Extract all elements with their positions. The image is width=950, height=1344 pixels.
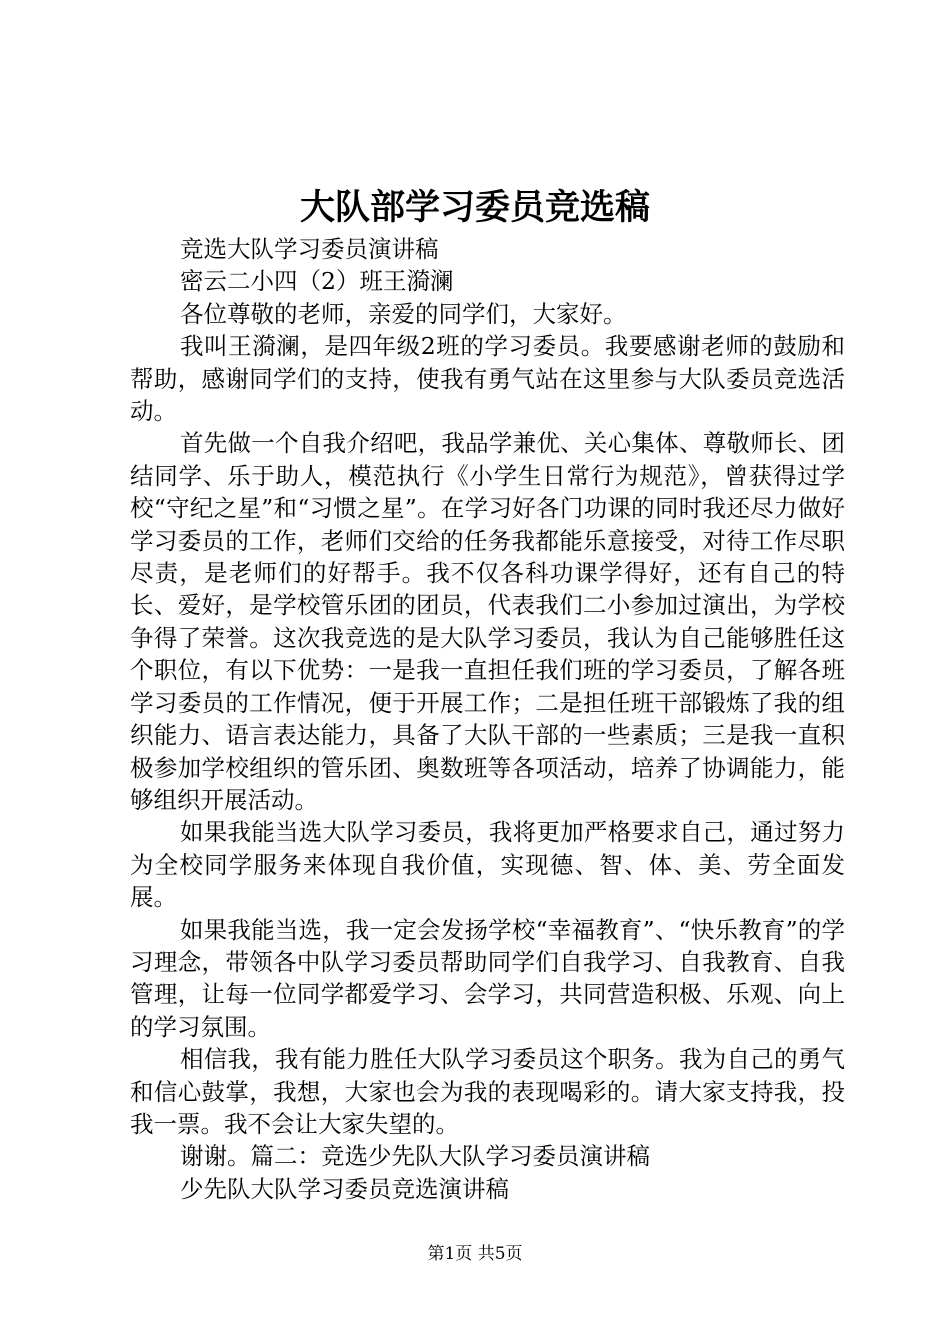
document-title: 大队部学习委员竞选稿 xyxy=(299,187,650,228)
paragraph: 我叫王漪澜，是四年级2班的学习委员。我要感谢老师的鼓励和帮助，感谢同学们的支持，使我有勇气站在这里参与大队委员竞选活动。 xyxy=(130,332,845,426)
paragraph: 如果我能当选大队学习委员，我将更加严格要求自己，通过努力为全校同学服务来体现自我价值，实现德、智、体、美、劳全面发展。 xyxy=(130,818,845,912)
paragraph: 少先队大队学习委员竞选演讲稿 xyxy=(180,1174,509,1203)
paragraph: 首先做一个自我介绍吧，我品学兼优、关心集体、尊敬师长、团结同学、乐于助人，模范执行《小学生日常行为规范》，曾获得过学校“守纪之星”和“习惯之星”。在学习好各门功课的同时我还尽力做好学习委员的工作，老师们交给的任务我都能乐意接受，对待工作尽职尽责，是老师们的好帮手。我不仅各科功课学得好，还有自己的特长、爱好，是学校管乐团的团员，代表我们二小参加过演出，为学校争得了荣誉。这次我竞选的是大队学习委员，我认为自己能够胜任这个职位，有以下优势：一是我一直担任我们班的学习委员，了解各班学习委员的工作情况，便于开展工作；二是担任班干部锻炼了我的组织能力、语言表达能力，具备了大队干部的一些素质；三是我一直积极参加学校组织的管乐团、奥数班等各项活动，培养了协调能力，能够组织开展活动。 xyxy=(130,429,845,814)
paragraph: 各位尊敬的老师，亲爱的同学们，大家好。 xyxy=(180,299,627,328)
paragraph: 密云二小四（2）班王漪澜 xyxy=(180,267,454,296)
paragraph: 相信我，我有能力胜任大队学习委员这个职务。我为自己的勇气和信心鼓掌，我想，大家也会为我的表现喝彩的。请大家支持我，投我一票。我不会让大家失望的。 xyxy=(130,1045,845,1138)
page-number: 第1页 共5页 xyxy=(427,1244,523,1264)
paragraph: 如果我能当选，我一定会发扬学校“幸福教育”、“快乐教育”的学习理念，带领各中队学习委员帮助同学们自我学习、自我教育、自我管理，让每一位同学都爱学习、会学习，共同营造积极、乐观、向上的学习氛围。 xyxy=(130,915,845,1041)
document-body xyxy=(130,233,845,1205)
paragraph: 谢谢。篇二：竞选少先队大队学习委员演讲稿 xyxy=(180,1142,650,1171)
paragraph: 竞选大队学习委员演讲稿 xyxy=(180,235,439,263)
